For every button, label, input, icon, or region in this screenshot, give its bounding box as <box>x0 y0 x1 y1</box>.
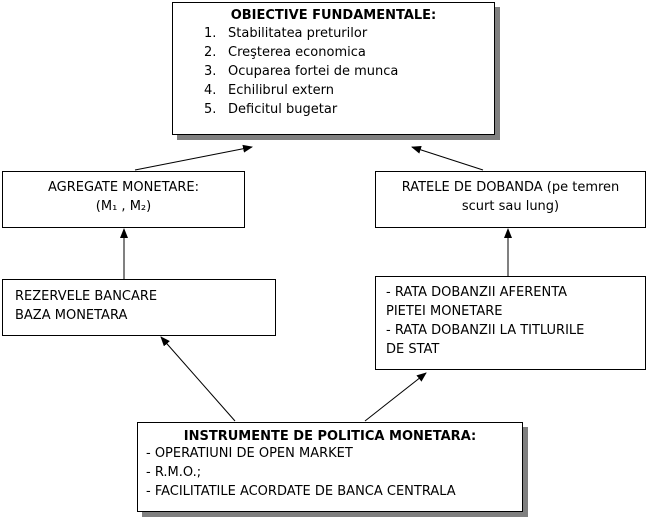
objective-item: 1. Stabilitatea preturilor <box>204 26 368 41</box>
arrow-instruments-to-ratedetails <box>365 373 426 421</box>
rate-details-line1: - RATA DOBANZII AFERENTA <box>386 285 568 300</box>
reserves-box <box>2 279 276 336</box>
instruments-item: - FACILITATILE ACORDATE DE BANCA CENTRALA <box>146 484 456 499</box>
arrow-instruments-to-reserves <box>161 337 235 421</box>
objectives-title: OBIECTIVE FUNDAMENTALE: <box>230 8 437 23</box>
interest-rates-line2: scurt sau lung) <box>461 199 560 214</box>
objective-item: 4. Echilibrul extern <box>204 83 334 98</box>
reserves-line2: BAZA MONETARA <box>15 308 128 323</box>
arrow-rates-to-objectives <box>412 147 483 170</box>
instruments-title: INSTRUMENTE DE POLITICA MONETARA: <box>183 429 477 444</box>
instruments-item: - R.M.O.; <box>146 465 202 480</box>
rate-details-box <box>375 276 646 370</box>
rate-details-line2: PIETEI MONETARE <box>386 304 503 319</box>
reserves-line1: REZERVELE BANCARE <box>15 289 158 304</box>
objectives-box <box>172 2 495 135</box>
rate-details-line3: - RATA DOBANZII LA TITLURILE <box>386 323 585 338</box>
aggregates-symbols: (M₁ , M₂) <box>95 199 152 214</box>
objectives-list <box>204 24 494 119</box>
objective-item: 5. Deficitul bugetar <box>204 102 338 117</box>
aggregates-title: AGREGATE MONETARE: <box>47 180 200 195</box>
aggregates-box <box>2 171 245 228</box>
instruments-item: - OPERATIUNI DE OPEN MARKET <box>146 446 353 461</box>
objective-item: 2. Creşterea economica <box>204 45 366 60</box>
rate-details-line4: DE STAT <box>386 342 440 357</box>
interest-rates-box <box>375 171 646 228</box>
instruments-box <box>137 422 523 512</box>
objective-item: 3. Ocuparea fortei de munca <box>204 64 399 79</box>
interest-rates-line1: RATELE DE DOBANDA (pe temren <box>401 180 620 195</box>
arrow-aggregates-to-objectives <box>135 147 252 170</box>
